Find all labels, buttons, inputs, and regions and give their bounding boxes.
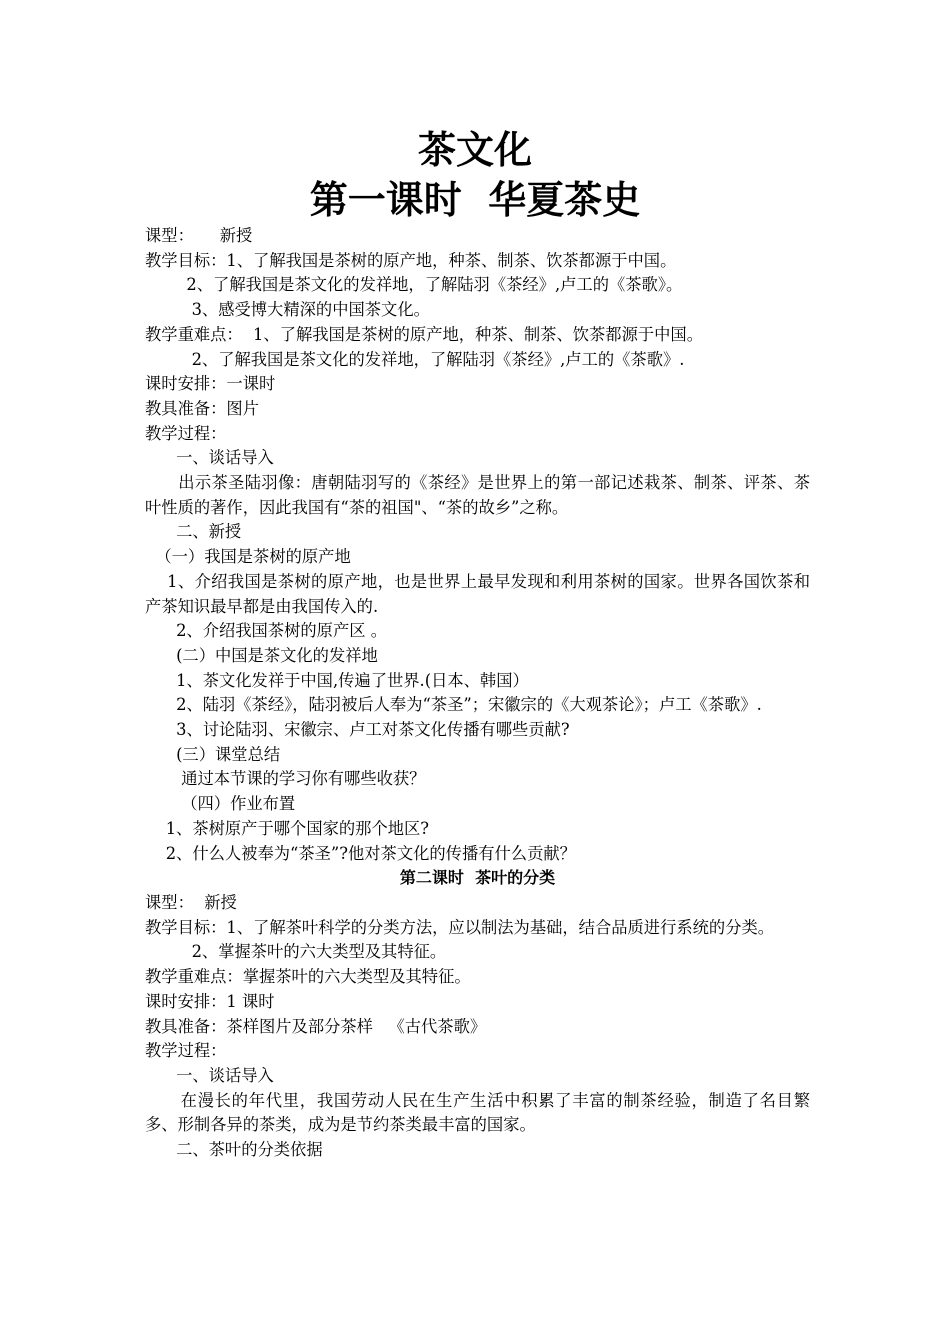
lesson-1-title: 第一课时 华夏茶史: [309, 178, 641, 222]
paragraph: 3、讨论陆羽、宋徽宗、卢工对茶文化传播有哪些贡献?: [145, 720, 570, 740]
paragraph: 一、谈话导入: [145, 1065, 274, 1085]
paragraph: 2、介绍我国茶树的原产区 。: [145, 621, 387, 641]
paragraph: (三）课堂总结: [145, 744, 281, 764]
paragraph: 2、掌握茶叶的六大类型及其特征。: [145, 942, 447, 962]
paragraph: 2、什么人被奉为“茶圣”?他对茶文化的传播有什么贡献？: [145, 843, 576, 863]
paragraph: 1、介绍我国是茶树的原产地，也是世界上最早发现和利用茶树的国家。世界各国饮茶和产茶知识最早都是由我国传入的.: [145, 571, 810, 616]
paragraph: 课型： 新授: [145, 892, 237, 912]
paragraph: （四）作业布置: [145, 794, 296, 814]
document-body: [145, 224, 810, 1163]
paragraph: 出示茶圣陆羽像：唐朝陆羽写的《茶经》是世界上的第一部记述栽茶、制茶、评茶、茶叶性质的著作，因此我国有“茶的祖国"、“茶的故乡”之称。: [145, 473, 810, 517]
paragraph: 二、茶叶的分类依据: [145, 1140, 323, 1160]
paragraph: 教具准备：图片: [145, 398, 259, 418]
paragraph: 2、了解我国是茶文化的发祥地，了解陆羽《茶经》,卢工的《茶歌》.: [145, 349, 685, 369]
paragraph: 教学重难点： 1、了解我国是茶树的原产地，种茶、制茶、饮茶都源于中国。: [145, 324, 703, 344]
paragraph: (二）中国是茶文化的发祥地: [145, 645, 378, 665]
paragraph: 2、了解我国是茶文化的发祥地，了解陆羽《茶经》,卢工的《茶歌》。: [145, 275, 683, 295]
paragraph: 1、茶树原产于哪个国家的那个地区?: [145, 818, 430, 838]
paragraph: 课时安排：1 课时: [145, 991, 275, 1011]
paragraph: 教学目标：1、了解我国是茶树的原产地，种茶、制茶、饮茶都源于中国。: [145, 250, 677, 270]
paragraph: （一）我国是茶树的原产地: [145, 547, 351, 567]
paragraph: 教学重难点：掌握茶叶的六大类型及其特征。: [145, 967, 471, 987]
paragraph: 教学过程：: [145, 1041, 227, 1061]
paragraph: 1、茶文化发祥于中国,传遍了世界.(日本、韩国）: [145, 670, 529, 690]
paragraph: 二、新授: [145, 522, 242, 542]
paragraph: 教学过程：: [145, 423, 227, 443]
paragraph: 课型： 新授: [145, 226, 253, 245]
lesson-2-title: 第二课时 茶叶的分类: [399, 868, 556, 888]
paragraph: 2、陆羽《茶经》，陆羽被后人奉为“茶圣”；宋徽宗的《大观茶论》；卢工《茶歌》.: [145, 695, 762, 715]
paragraph: 教具准备：茶样图片及部分茶样 《古代茶歌》: [145, 1016, 487, 1036]
paragraph: 教学目标：1、了解茶叶科学的分类方法，应以制法为基础，结合品质进行系统的分类。: [145, 917, 775, 937]
paragraph: 在漫长的年代里，我国劳动人民在生产生活中积累了丰富的制茶经验，制造了名目繁多、形制各异的茶类，成为是节约茶类最丰富的国家。: [145, 1090, 810, 1135]
paragraph: 课时安排：一课时: [145, 374, 276, 394]
document-title: 茶文化: [417, 128, 532, 172]
paragraph: 通过本节课的学习你有哪些收获？: [145, 769, 426, 789]
paragraph: 一、谈话导入: [145, 448, 274, 468]
paragraph: 3、感受博大精深的中国茶文化。: [145, 300, 430, 320]
